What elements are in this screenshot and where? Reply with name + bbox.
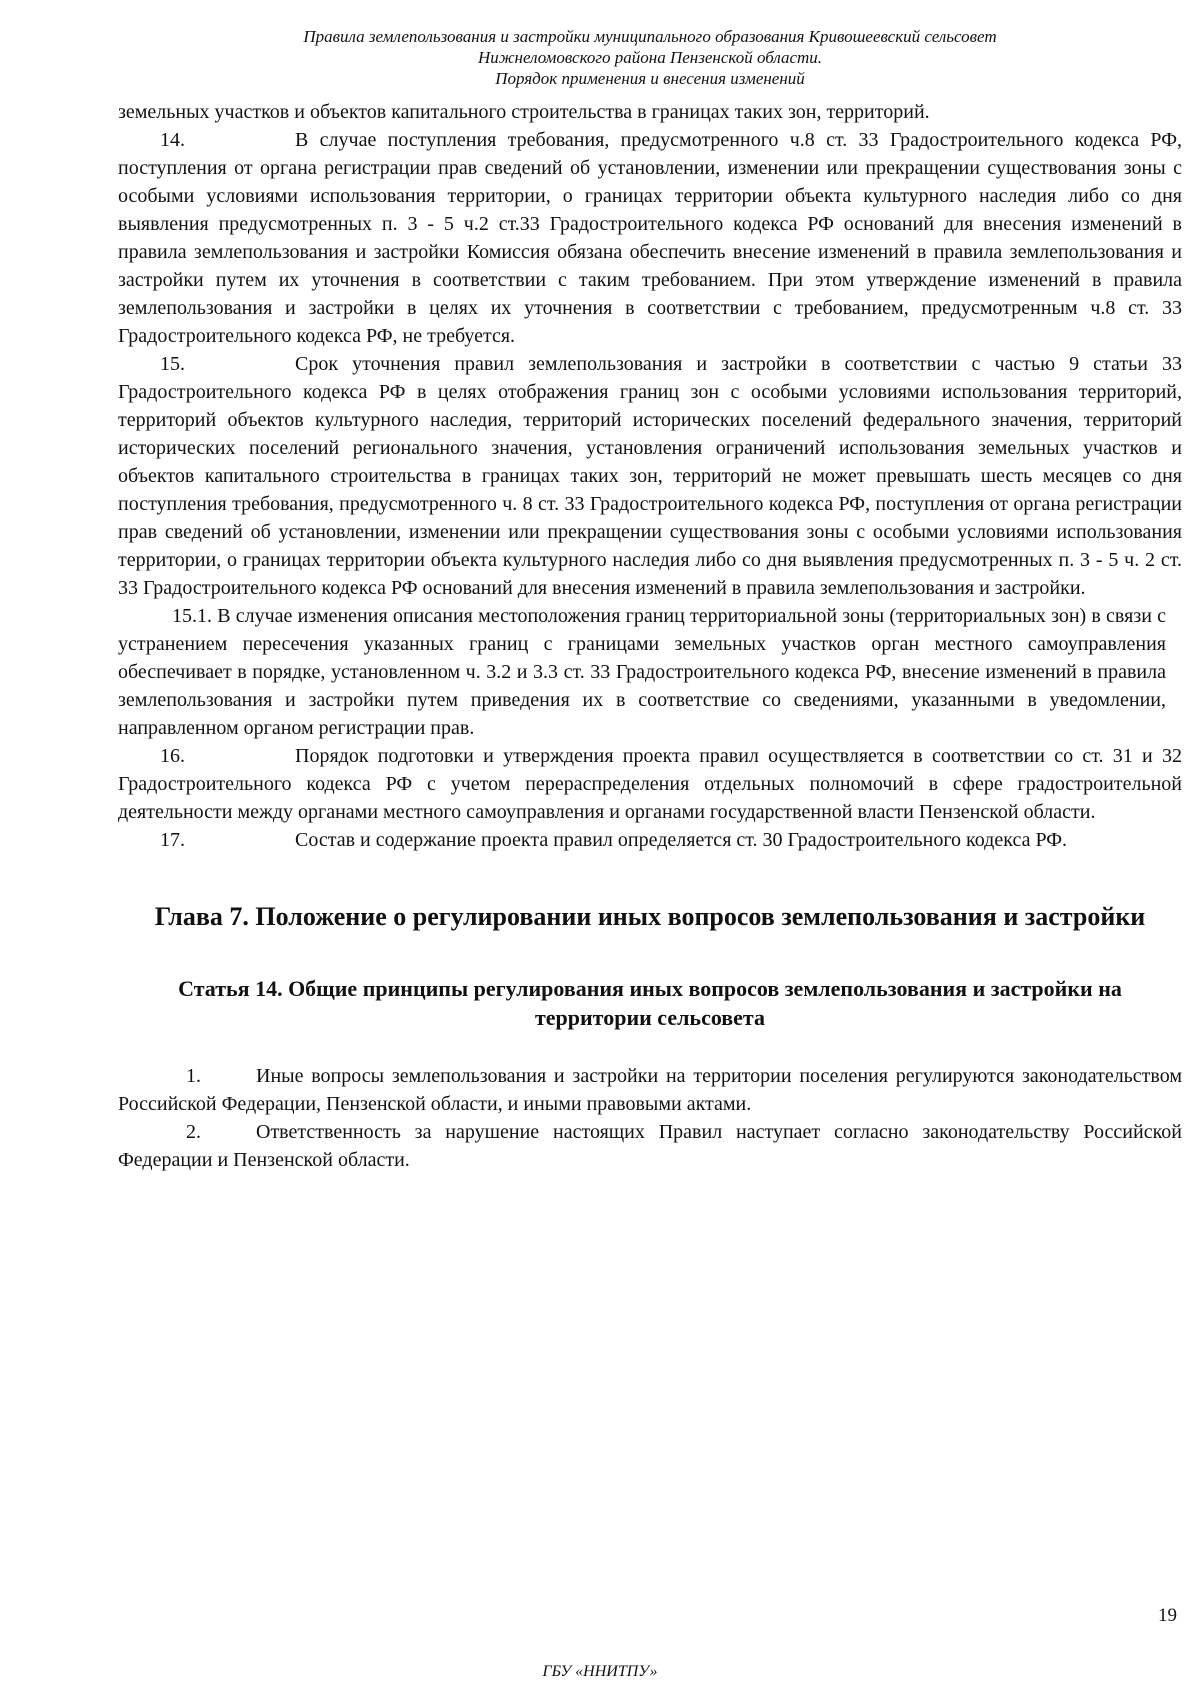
paragraph-15-1 bbox=[118, 602, 1166, 742]
paragraph-text: В случае изменения описания местоположения границ территориальной зоны (территориальных зон) в связи с устранением пересечения указанных границ с границами земельных участков орган местного самоуправления обеспечивает в порядке, установленном ч. 3.2 и 3.3 ст. 33 Градостроительного кодекса РФ, внесение изменений в правила землепользования и застройки путем приведения их в соответствие со сведениями, указанными в уведомлении, направленном органом регистрации прав. bbox=[118, 605, 1166, 739]
running-footer: ГБУ «ННИТПУ» bbox=[542, 1663, 658, 1680]
paragraph-17 bbox=[118, 826, 1182, 854]
paragraph-number: 14. bbox=[160, 129, 185, 151]
article-item-number: 2. bbox=[186, 1121, 201, 1143]
paragraph-continuation: земельных участков и объектов капитального строительства в границах таких зон, территорий. bbox=[118, 101, 930, 123]
paragraph-text: В случае поступления требования, предусмотренного ч.8 ст. 33 Градостроительного кодекса РФ, поступления от органа регистрации прав сведений об установлении, изменении или прекращении существования зоны с особыми условиями использования территории, о границах территории объекта культурного наследия либо со дня выявления предусмотренных п. 3 - 5 ч.2 ст.33 Градостроительного кодекса РФ оснований для внесения изменений в правила землепользования и застройки Комиссия обязана обеспечить внесение изменений в правила землепользования и застройки путем их уточнения в соответствии с таким требованием. При этом утверждение изменений в правила землепользования и застройки в целях их уточнения в соответствии с требованием, предусмотренным ч.8 ст. 33 Градостроительного кодекса РФ, не требуется. bbox=[118, 129, 1182, 347]
spacer bbox=[118, 854, 1182, 900]
article-item-text: Иные вопросы землепользования и застройки на территории поселения регулируются законодательством Российской Федерации, Пензенской области, и иными правовыми актами. bbox=[118, 1065, 1182, 1115]
paragraph-number: 15. bbox=[160, 353, 185, 375]
paragraph-16 bbox=[118, 742, 1182, 826]
paragraph-text: Состав и содержание проекта правил определяется ст. 30 Градостроительного кодекса РФ. bbox=[295, 829, 1068, 851]
document-body bbox=[118, 98, 1182, 1174]
paragraph-15 bbox=[118, 350, 1182, 602]
header-line-1: Правила землепользования и застройки муниципального образования Кривошеевский сельсовет bbox=[303, 27, 997, 46]
paragraph-14 bbox=[118, 126, 1182, 350]
spacer bbox=[118, 934, 1182, 974]
header-line-2: Нижнеломовского района Пензенской области. bbox=[477, 48, 823, 67]
article-item-text: Ответственность за нарушение настоящих Правил наступает согласно законодательству Российской Федерации и Пензенской области. bbox=[118, 1121, 1182, 1171]
article-heading: Статья 14. Общие принципы регулирования иных вопросов землепользования и застройки на территории сельсовета bbox=[178, 976, 1122, 1030]
running-header bbox=[118, 26, 1182, 89]
page-number: 19 bbox=[1158, 1605, 1177, 1626]
paragraph-text: Порядок подготовки и утверждения проекта правил осуществляется в соответствии со ст. 31 и 32 Градостроительного кодекса РФ с учетом перераспределения отдельных полномочий в сфере градостроительной деятельности между органами местного самоуправления и органами государственной власти Пензенской области. bbox=[118, 745, 1182, 823]
paragraph-text: Срок уточнения правил землепользования и застройки в соответствии с частью 9 статьи 33 Градостроительного кодекса РФ в целях отображения границ зон с особыми условиями использования территорий, территорий объектов культурного наследия, территорий исторических поселений федерального значения, территорий исторических поселений регионального значения, установления ограничений использования земельных участков и объектов капитального строительства в границах таких зон, территорий не может превышать шесть месяцев со дня поступления требования, предусмотренного ч. 8 ст. 33 Градостроительного кодекса РФ, поступления от органа регистрации прав сведений об установлении, изменении или прекращении существования зоны с особыми условиями использования территории, о границах территории объекта культурного наследия либо со дня выявления предусмотренных п. 3 - 5 ч. 2 ст. 33 Градостроительного кодекса РФ оснований для внесения изменений в правила землепользования и застройки. bbox=[118, 353, 1182, 599]
paragraph-number: 17. bbox=[160, 829, 185, 851]
paragraph-number: 15.1. bbox=[172, 605, 212, 627]
chapter-heading: Глава 7. Положение о регулировании иных вопросов землепользования и застройки bbox=[154, 902, 1146, 931]
article-item-number: 1. bbox=[186, 1065, 201, 1087]
header-line-3: Порядок применения и внесения изменений bbox=[495, 69, 805, 88]
spacer bbox=[118, 1032, 1182, 1062]
paragraph-number: 16. bbox=[160, 745, 185, 767]
article-item-2 bbox=[118, 1118, 1182, 1174]
article-item-1 bbox=[118, 1062, 1182, 1118]
